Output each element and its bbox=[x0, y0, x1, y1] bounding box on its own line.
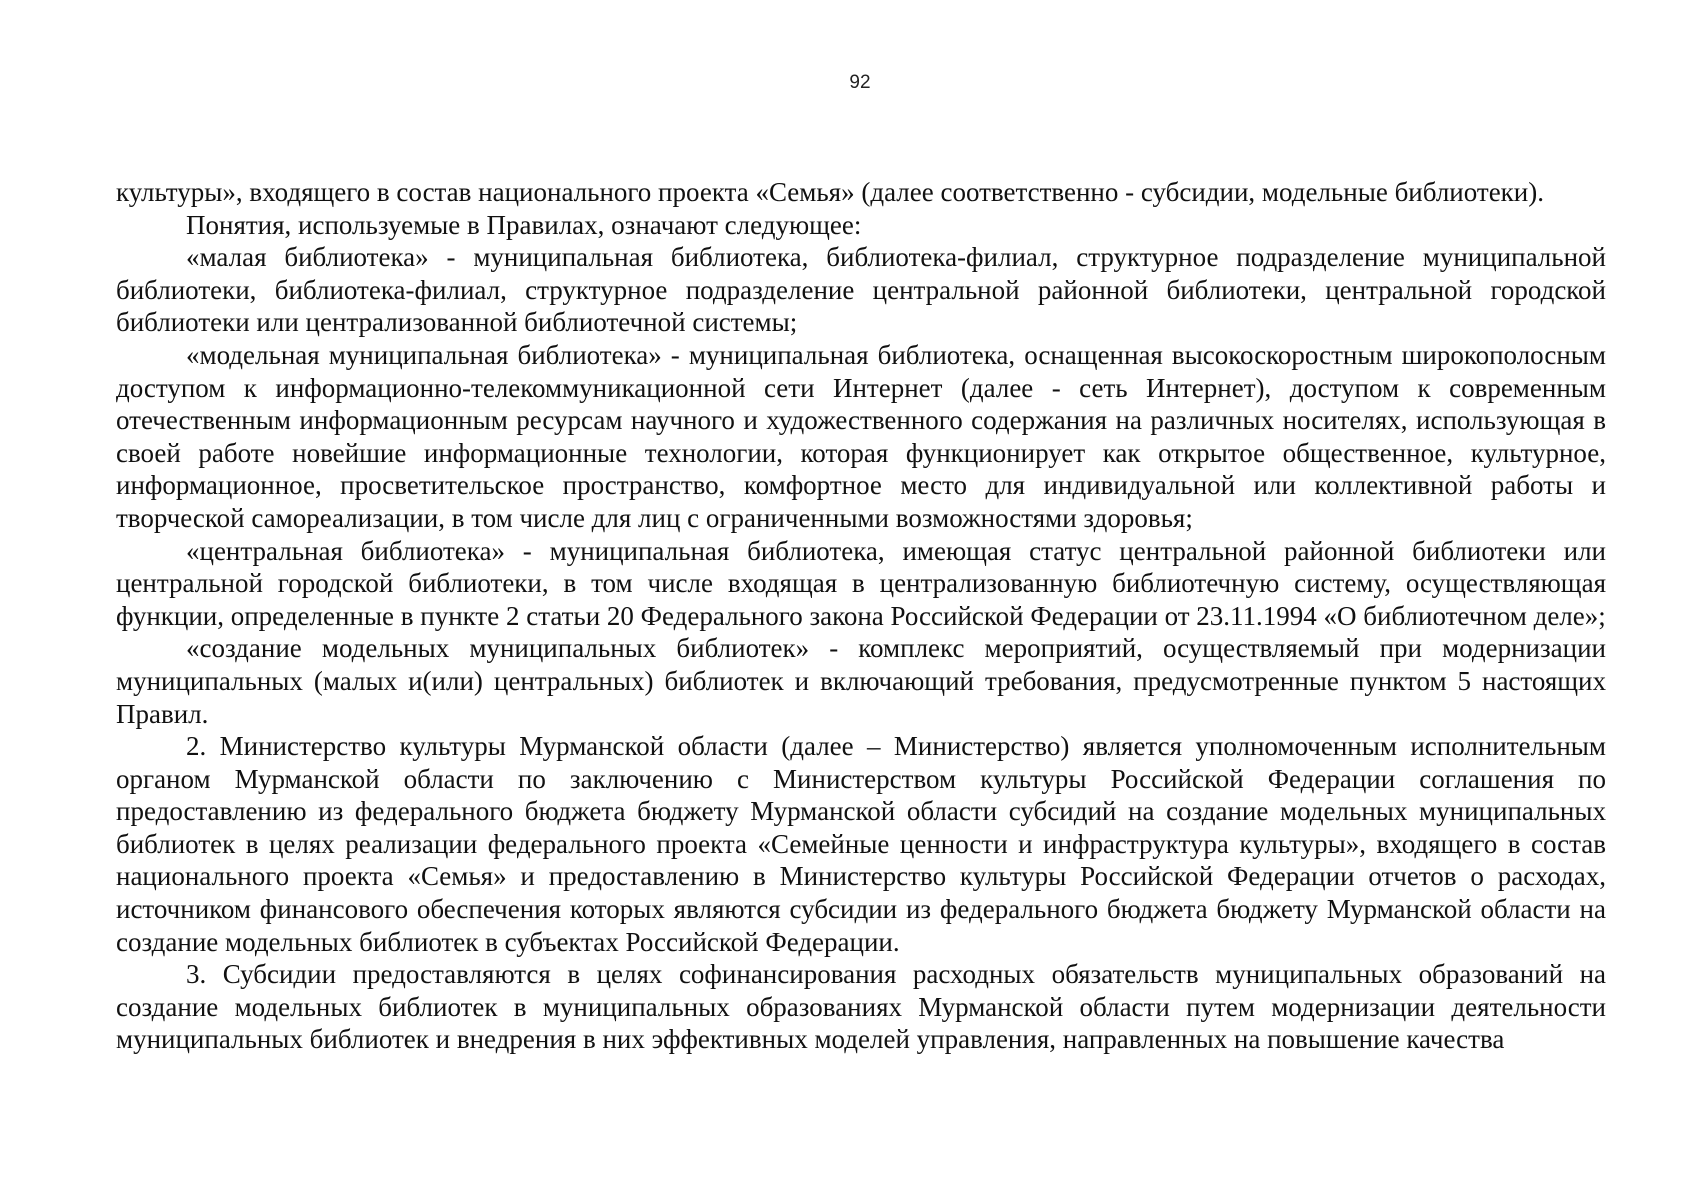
paragraph-definition-central-library: «центральная библиотека» - муниципальная библиотека, имеющая статус центральной районной библиотеки или центральной городской библиотеки, в том числе входящая в централизованную библиотечную систему, осуществляющая функции, определенные в пункте 2 статьи 20 Федерального закона Российской Федерации от 23.11.1994 «О библиотечном деле»; bbox=[116, 535, 1606, 631]
paragraph-definition-small-library: «малая библиотека» - муниципальная библиотека, библиотека-филиал, структурное подразделение муниципальной библиотеки, библиотека-филиал, структурное подразделение центральной районной библиотеки, центральной городской библиотеки или централизованной библиотечной системы; bbox=[116, 242, 1606, 338]
document-body bbox=[116, 176, 1606, 1056]
paragraph-clause-2: 2. Министерство культуры Мурманской области (далее – Министерство) является уполномоченным исполнительным органом Мурманской области по заключению с Министерством культуры Российской Федерации соглашения по предоставлению из федерального бюджета бюджету Мурманской области субсидий на создание модельных муниципальных библиотек в целях реализации федерального проекта «Семейные ценности и инфраструктура культуры», входящего в состав национального проекта «Семья» и предоставлению в Министерство культуры Российской Федерации отчетов о расходах, источником финансового обеспечения которых являются субсидии из федерального бюджета бюджету Мурманской области на создание модельных библиотек в субъектах Российской Федерации. bbox=[116, 731, 1606, 957]
paragraph-definitions-intro: Понятия, используемые в Правилах, означают следующее: bbox=[186, 209, 862, 240]
page-number: 92 bbox=[849, 72, 871, 93]
paragraph-definition-model-library: «модельная муниципальная библиотека» - муниципальная библиотека, оснащенная высокоскоростным широкополосным доступом к информационно-телекоммуникационной сети Интернет (далее - сеть Интернет), доступом к современным отечественным информационным ресурсам научного и художественного содержания на различных носителях, использующая в своей работе новейшие информационные технологии, которая функционирует как открытое общественное, культурное, информационное, просветительское пространство, комфортное место для индивидуальной или коллективной работы и творческой самореализации, в том числе для лиц с ограниченными возможностями здоровья; bbox=[116, 339, 1606, 533]
paragraph-continuation: культуры», входящего в состав национального проекта «Семья» (далее соответственно - субсидии, модельные библиотеки). bbox=[116, 177, 1544, 207]
paragraph-clause-3: 3. Субсидии предоставляются в целях софинансирования расходных обязательств муниципальных образований на создание модельных библиотек в муниципальных образованиях Мурманской области путем модернизации деятельности муниципальных библиотек и внедрения в них эффективных моделей управления, направленных на повышение качества bbox=[116, 959, 1606, 1055]
paragraph-definition-creation: «создание модельных муниципальных библиотек» - комплекс мероприятий, осуществляемый при модернизации муниципальных (малых и(или) центральных) библиотек и включающий требования, предусмотренные пунктом 5 настоящих Правил. bbox=[116, 633, 1606, 729]
